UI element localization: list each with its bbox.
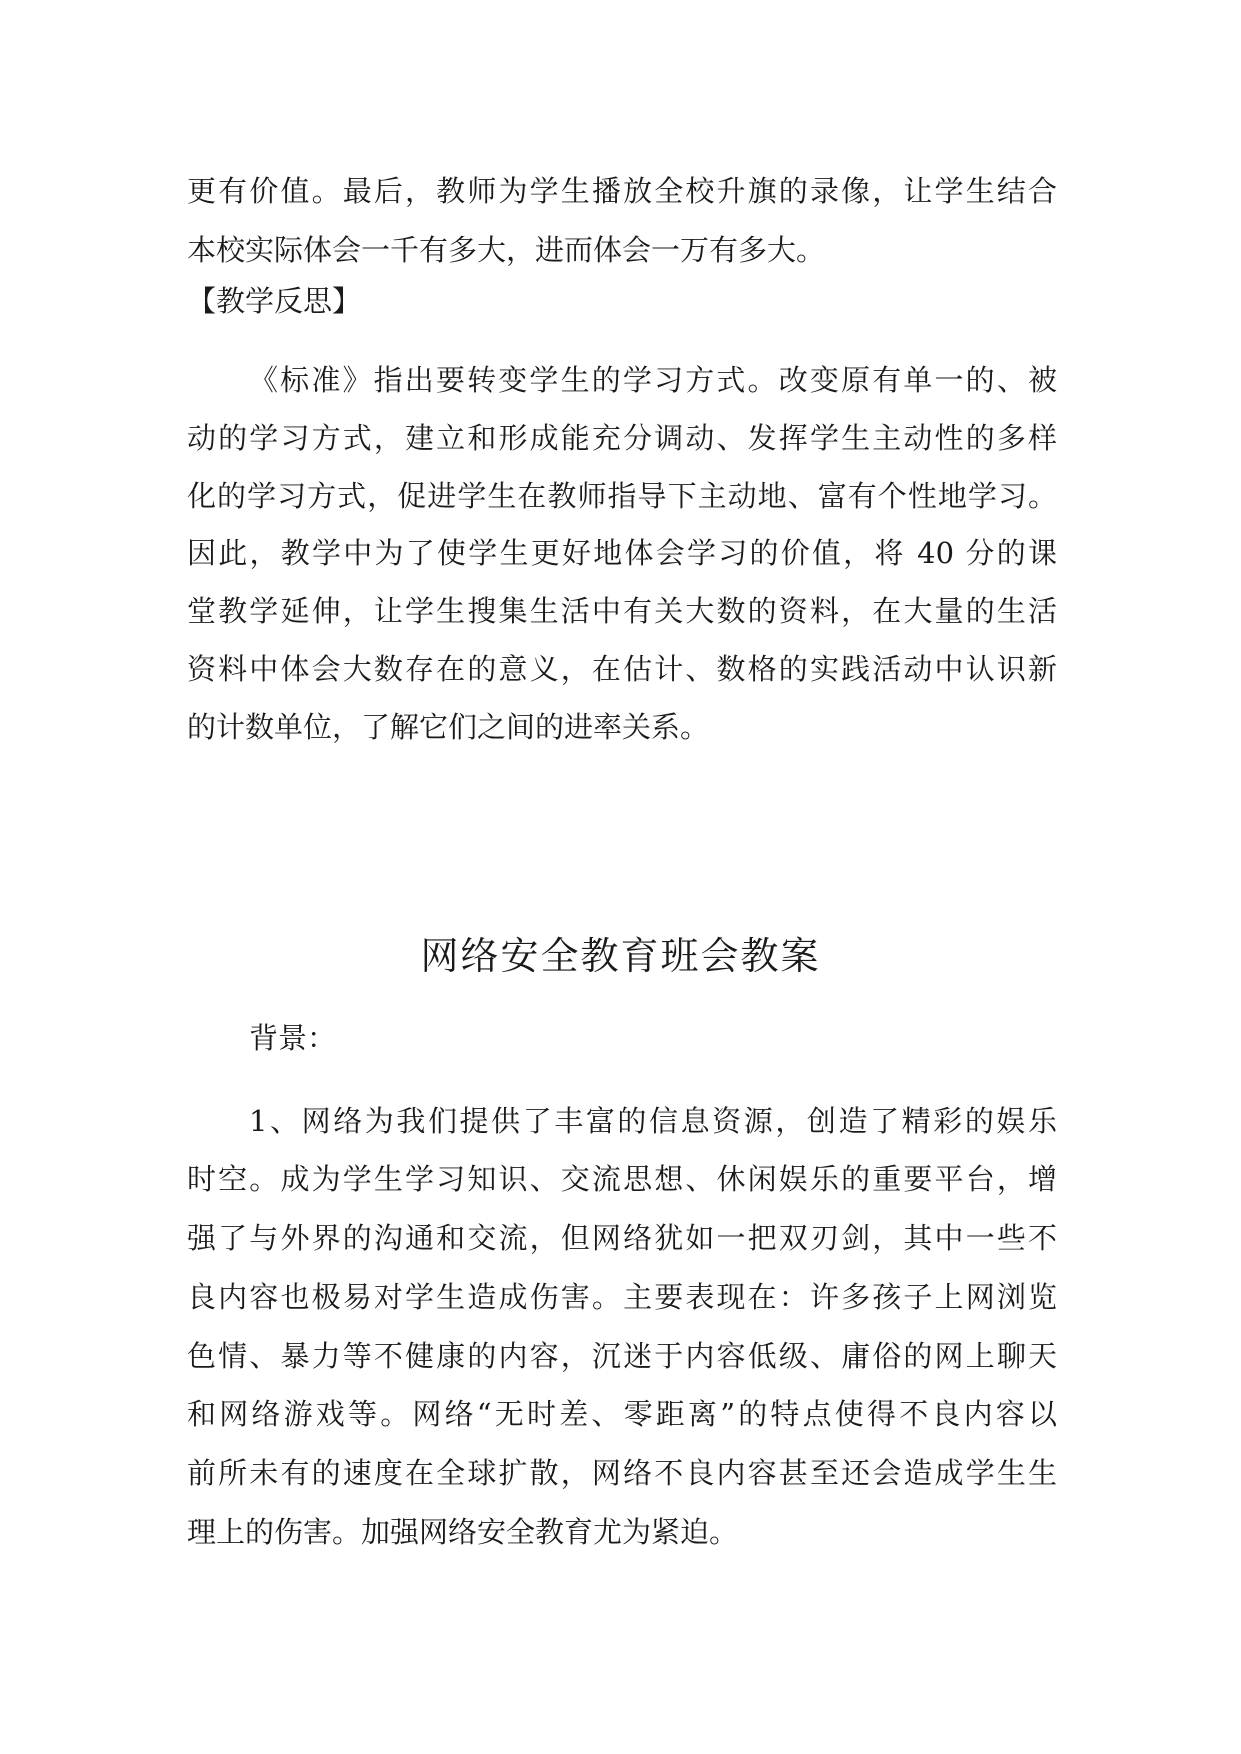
paragraph-line: 理上的伤害。加强网络安全教育尤为紧迫。 — [187, 1515, 739, 1549]
paragraph-line: 化的学习方式，促进学生在教师指导下主动地、富有个性地学习。 — [187, 479, 1057, 513]
paragraph-line: 的计数单位，了解它们之间的进率关系。 — [187, 710, 710, 744]
paragraph-line: 时空。成为学生学习知识、交流思想、休闲娱乐的重要平台，增 — [187, 1162, 1057, 1196]
paragraph-line: 强了与外界的沟通和交流，但网络犹如一把双刃剑，其中一些不 — [187, 1221, 1057, 1255]
paragraph-line: 更有价值。最后，教师为学生播放全校升旗的录像，让学生结合 — [187, 174, 1057, 208]
paragraph-line: 本校实际体会一千有多大，进而体会一万有多大。 — [187, 233, 826, 267]
paragraph-line: 因此，教学中为了使学生更好地体会学习的价值，将 40 分的课 — [187, 536, 1057, 570]
paragraph-line: 和网络游戏等。网络“无时差、零距离”的特点使得不良内容以 — [187, 1397, 1057, 1431]
paragraph-line: 1、网络为我们提供了丰富的信息资源，创造了精彩的娱乐 — [249, 1104, 1057, 1138]
paragraph-line: 《标准》指出要转变学生的学习方式。改变原有单一的、被 — [249, 363, 1057, 397]
paragraph-line: 色情、暴力等不健康的内容，沉迷于内容低级、庸俗的网上聊天 — [187, 1339, 1057, 1373]
background-label: 背景： — [249, 1021, 337, 1055]
paragraph-line: 良内容也极易对学生造成伤害。主要表现在：许多孩子上网浏览 — [187, 1280, 1057, 1314]
section-heading: 【教学反思】 — [187, 284, 362, 318]
document-title: 网络安全教育班会教案 — [420, 934, 821, 978]
paragraph-line: 堂教学延伸，让学生搜集生活中有关大数的资料，在大量的生活 — [187, 594, 1057, 628]
paragraph-line: 资料中体会大数存在的意义，在估计、数格的实践活动中认识新 — [187, 652, 1057, 686]
paragraph-line: 前所未有的速度在全球扩散，网络不良内容甚至还会造成学生生 — [187, 1456, 1057, 1490]
paragraph-line: 动的学习方式，建立和形成能充分调动、发挥学生主动性的多样 — [187, 421, 1057, 455]
